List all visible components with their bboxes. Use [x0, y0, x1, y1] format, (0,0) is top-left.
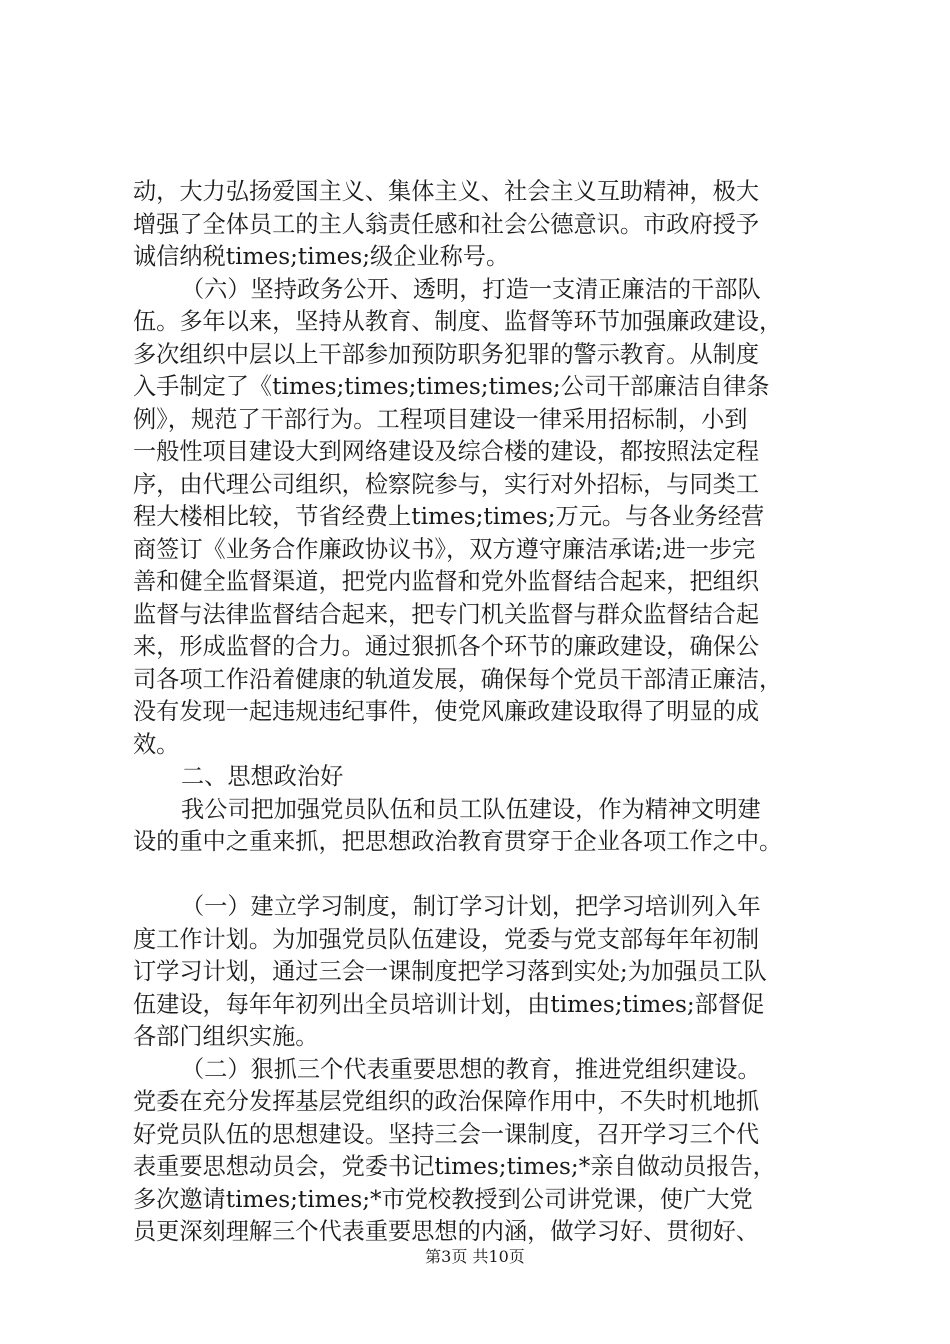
text-line: 增强了全体员工的主人翁责任感和社会公德意识。市政府授予 — [133, 210, 760, 238]
text-line: 监督与法律监督结合起来，把专门机关监督与群众监督结合起 — [133, 600, 760, 628]
text-line: 例》，规范了干部行为。工程项目建设一律采用招标制，小到 — [133, 405, 748, 433]
text-line: 多次邀请times;times;*市党校教授到公司讲党课，使广大党 — [133, 1185, 753, 1213]
section-heading: 二、思想政治好 — [181, 763, 344, 790]
text-line: 订学习计划，通过三会一课制度把学习落到实处;为加强员工队 — [133, 958, 767, 985]
paragraph-gap — [133, 859, 845, 892]
text-line: 度工作计划。为加强党员队伍建设，党委与党支部每年年初制 — [133, 925, 760, 953]
text-line: 多次组织中层以上干部参加预防职务犯罪的警示教育。从制度 — [133, 340, 760, 368]
text-line: 程大楼相比较，节省经费上times;times;万元。与各业务经营 — [133, 503, 765, 530]
text-line: 没有发现一起违规违纪事件，使党风廉政建设取得了明显的成 — [133, 698, 760, 725]
text-line: 善和健全监督渠道，把党内监督和党外监督结合起来，把组织 — [133, 568, 760, 595]
text-line: 伍建设，每年年初列出全员培训计划，由times;times;部督促 — [133, 990, 765, 1018]
text-line: 好党员队伍的思想建设。坚持三会一课制度，召开学习三个代 — [133, 1120, 760, 1148]
text-line: 效。 — [133, 730, 180, 758]
text-line: 伍。多年以来，坚持从教育、制度、监督等环节加强廉政建设， — [133, 308, 783, 335]
page-number-footer: 第3页 共10页 — [425, 1247, 525, 1266]
text-line: 商签订《业务合作廉政协议书》，双方遵守廉洁承诺;进一步完 — [133, 535, 756, 563]
text-line: 表重要思想动员会，党委书记times;times;*亲自做动员报告， — [133, 1153, 776, 1180]
text-line: 一般性项目建设大到网络建设及综合楼的建设，都按照法定程 — [133, 438, 760, 465]
text-line: 设的重中之重来抓，把思想政治教育贯穿于企业各项工作之中。 — [133, 828, 783, 855]
paragraph-start-line: （一）建立学习制度，制订学习计划，把学习培训列入年 — [181, 893, 761, 920]
text-line: 司各项工作沿着健康的轨道发展，确保每个党员干部清正廉洁， — [133, 665, 783, 693]
text-line: 诚信纳税times;times;级企业称号。 — [133, 243, 510, 270]
text-line: 序，由代理公司组织，检察院参与，实行对外招标，与同类工 — [133, 470, 760, 498]
document-body — [133, 176, 845, 1249]
text-line: 党委在充分发挥基层党组织的政治保障作用中，不失时机地抓 — [133, 1088, 760, 1115]
paragraph-start-line: （二）狠抓三个代表重要思想的教育，推进党组织建设。 — [181, 1055, 761, 1083]
text-line: 各部门组织实施。 — [133, 1023, 319, 1050]
text-line: 动，大力弘扬爱国主义、集体主义、社会主义互助精神，极大 — [133, 178, 760, 205]
text-line: 入手制定了《times;times;times;times;公司干部廉洁自律条 — [133, 373, 770, 400]
paragraph-start-line: （六）坚持政务公开、透明，打造一支清正廉洁的干部队 — [181, 275, 761, 303]
text-line: 来，形成监督的合力。通过狠抓各个环节的廉政建设，确保公 — [133, 633, 760, 660]
text-line: 员更深刻理解三个代表重要思想的内涵，做学习好、贯彻好、 — [133, 1218, 760, 1245]
paragraph-start-line: 我公司把加强党员队伍和员工队伍建设，作为精神文明建 — [181, 795, 761, 823]
